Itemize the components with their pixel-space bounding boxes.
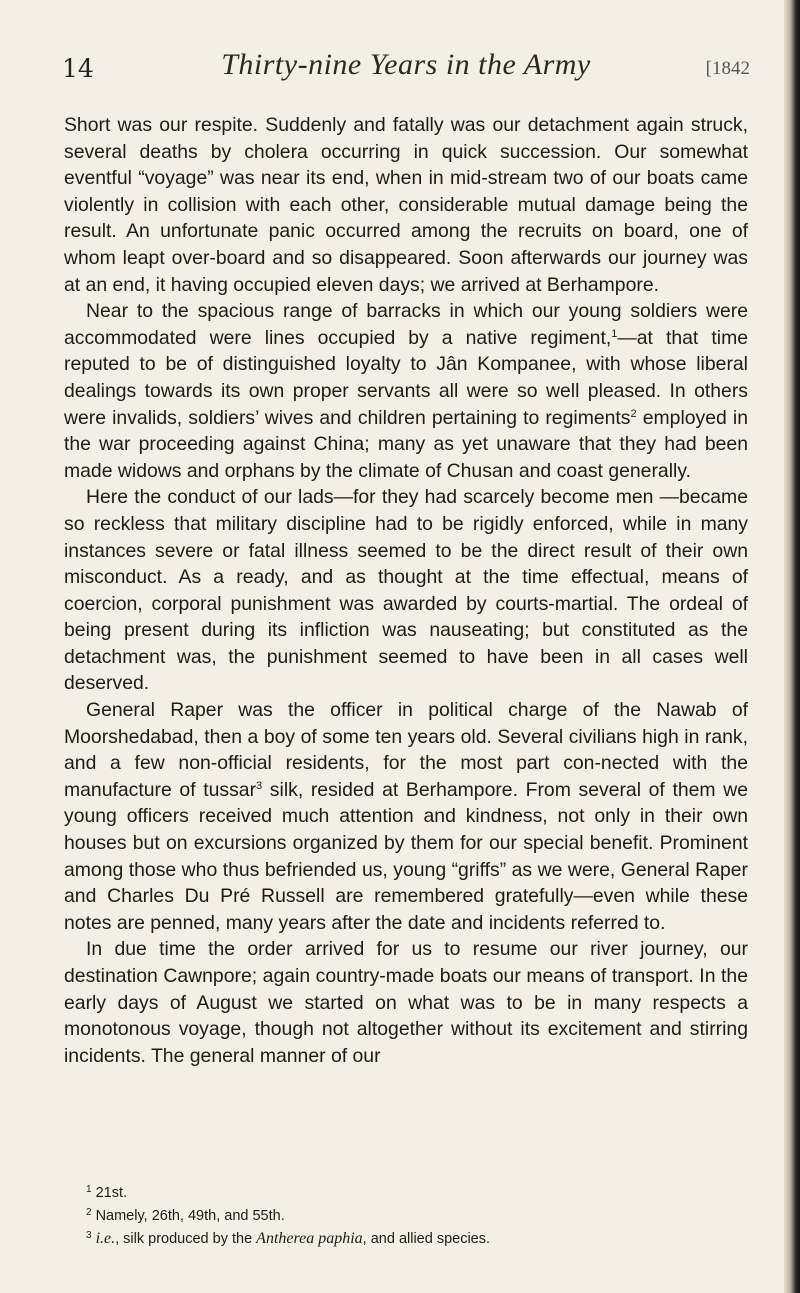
paragraph-2-text-a: Near to the spacious range of barracks in which our young soldiers were accommodated were lines occupied by a native regiment, <box>64 300 748 349</box>
footnote-prefix: i.e. <box>95 1230 116 1247</box>
paragraph-5-text: In due time the order arrived for us to resume our river journey, our destination Cawnpore; again country-made boats our means of transport. In the early days of August we started on what was to be in many respects a monotonous voyage, though not altogether without its excitement and stirring incidents. The general manner of our <box>64 938 748 1067</box>
paragraph-4 <box>64 697 748 936</box>
footnote-number: 2 <box>86 1207 92 1218</box>
running-title: Thirty-nine Years in the Army <box>221 48 591 81</box>
footnote-text: Namely, 26th, 49th, and 55th. <box>95 1208 285 1224</box>
footnote-number: 1 <box>86 1184 92 1195</box>
header-year: [1842 <box>705 58 750 79</box>
paragraph-1 <box>64 112 748 298</box>
paragraph-1-text: Short was our respite. Suddenly and fatally was our detachment again struck, several deaths by cholera occurring in quick succession. Our somewhat eventful “voyage” was near its end, when in mid-stream two of our boats came violently in collision with each other, considerable mutual damage being the result. An unfortunate panic occurred among the recruits on board, one of whom leapt over-board and so disappeared. Soon afterwards our journey was at an end, it having occupied eleven days; we arrived at Berhampore. <box>64 114 748 296</box>
footnote-suffix: , and allied species. <box>362 1231 491 1247</box>
paragraph-4-text-a: General Raper was the officer in political charge of the Nawab of Moorshedabad, then a boy of some ten years old. Several civilians high in rank, and a few non-official residents, for the most part con-nected with the manufacture of tussar <box>64 699 748 801</box>
page-number: 14 <box>62 54 94 83</box>
page-edge-shadow <box>784 0 800 1293</box>
paragraph-3-text: Here the conduct of our lads—for they had scarcely become men —became so reckless that military discipline had to be rigidly enforced, while in many instances severe or fatal illness seemed to be the direct result of their own misconduct. As a ready, and as thought at the time effectual, means of coercion, corporal punishment was awarded by courts-martial. The ordeal of being present during its infliction was nauseating; but constituted as the detachment was, the punishment seemed to have been in all cases well deserved. <box>64 486 748 695</box>
footnote-number: 3 <box>86 1230 92 1241</box>
footnote-text: , silk produced by the <box>115 1231 257 1247</box>
footnote-1 <box>86 1180 746 1203</box>
paragraph-2 <box>64 298 748 484</box>
paragraph-3 <box>64 484 748 697</box>
paragraph-5 <box>64 936 748 1069</box>
paragraph-2-text-c: employed in the war proceeding against China; many as yet unaware that they had been made widows and orphans by the climate of Chusan and coast generally. <box>64 406 748 482</box>
footnote-species: Antherea paphia <box>256 1230 363 1247</box>
footnote-3 <box>86 1226 746 1249</box>
footnote-ref-1[interactable]: 1 <box>611 327 618 340</box>
footnote-ref-2[interactable]: 2 <box>630 407 637 420</box>
footnote-2 <box>86 1203 746 1226</box>
body-text <box>64 112 748 1069</box>
footnote-ref-3[interactable]: 3 <box>256 779 263 792</box>
paragraph-2-text-b: —at that time reputed to be of distinguished loyalty to Jân Kompanee, with whose liberal dealings towards its own proper servants all were so well pleased. In others were invalids, soldiers’ wives and children pertaining to regiments <box>64 326 748 429</box>
paragraph-4-text-b: silk, resided at Berhampore. From several of them we young officers received much attention and kindness, not only in their own houses but on excursions organized by them for our special benefit. Prominent among those who thus befriended us, young “griffs” as we were, General Raper and Charles Du Pré Russell are remembered gratefully—even while these notes are penned, many years after the date and incidents referred to. <box>64 778 748 934</box>
footnote-text: 21st. <box>95 1185 127 1201</box>
page-header <box>62 48 750 88</box>
footnotes <box>86 1180 746 1249</box>
